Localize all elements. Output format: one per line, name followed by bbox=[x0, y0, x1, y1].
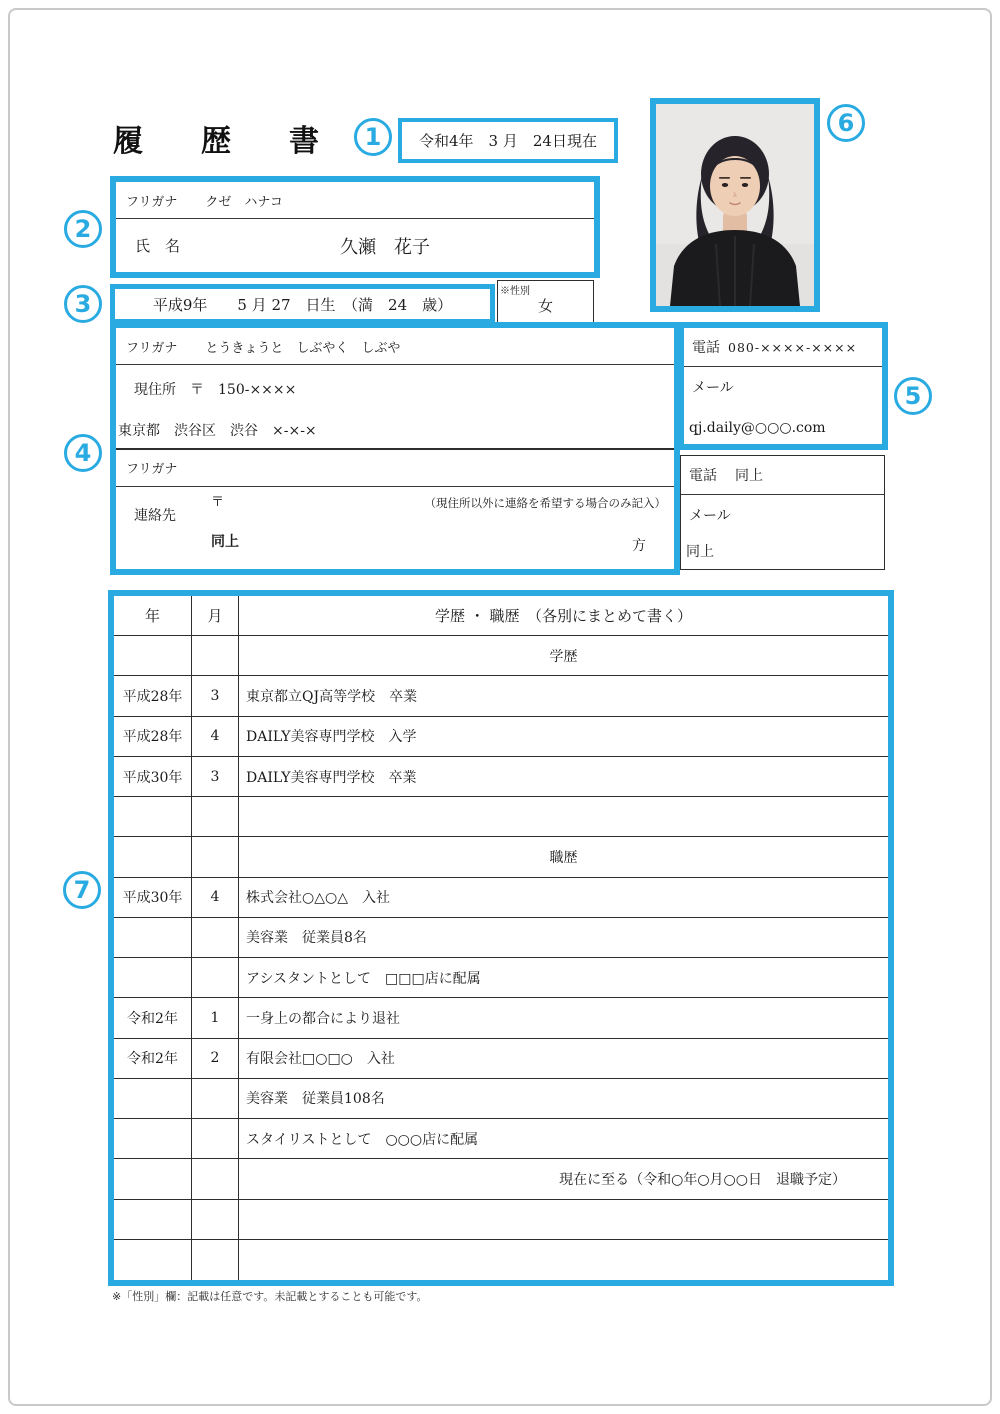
history-text-cell: 東京都立QJ高等学校 卒業 bbox=[239, 676, 888, 716]
history-text-cell: 美容業 従業員8名 bbox=[239, 918, 888, 958]
history-year-cell bbox=[114, 918, 192, 958]
name-value: 久瀬 花子 bbox=[340, 236, 431, 258]
history-month-cell bbox=[192, 837, 239, 877]
history-text-cell: 有限会社□○□○ 入社 bbox=[239, 1039, 888, 1079]
history-month-cell: 3 bbox=[192, 676, 239, 716]
contact-label: 連絡先 bbox=[134, 507, 176, 524]
history-year-cell: 平成28年 bbox=[114, 676, 192, 716]
current-address-cell bbox=[116, 365, 674, 448]
marker-6-label: 6 bbox=[837, 109, 855, 137]
contact-postal-mark: 〒 bbox=[211, 494, 225, 510]
document-title: 履 歴 書 bbox=[113, 124, 333, 159]
history-year-cell bbox=[114, 958, 192, 998]
marker-2-label: 2 bbox=[74, 215, 92, 243]
history-header-month: 月 bbox=[192, 596, 239, 636]
history-month-cell: 4 bbox=[192, 717, 239, 757]
history-year-cell: 平成30年 bbox=[114, 878, 192, 918]
history-year-cell bbox=[114, 636, 192, 676]
phone-primary-label: 電話 bbox=[692, 340, 720, 356]
history-text-cell: 美容業 従業員108名 bbox=[239, 1079, 888, 1119]
email-primary-label: メール bbox=[692, 380, 734, 396]
address-section bbox=[110, 322, 680, 575]
phone-secondary-row bbox=[681, 456, 884, 495]
annotation-marker-1 bbox=[354, 118, 392, 156]
applicant-photo bbox=[650, 98, 820, 312]
birthdate-box bbox=[110, 284, 495, 324]
history-year-cell bbox=[114, 1079, 192, 1119]
history-text-cell: DAILY美容専門学校 入学 bbox=[239, 717, 888, 757]
history-month-cell bbox=[192, 1159, 239, 1199]
gender-cell bbox=[497, 280, 594, 323]
phone-secondary-label: 電話 bbox=[689, 468, 717, 484]
marker-4-label: 4 bbox=[74, 439, 92, 467]
contact-note: （現住所以外に連絡を希望する場合のみ記入） bbox=[424, 495, 666, 510]
phone-email-secondary bbox=[680, 455, 885, 570]
history-year-cell bbox=[114, 1240, 192, 1280]
address-postal-line: 現住所 〒 150-×××× bbox=[134, 382, 297, 398]
history-year-cell bbox=[114, 1200, 192, 1240]
history-text-cell: 株式会社○△○△ 入社 bbox=[239, 878, 888, 918]
annotation-marker-2 bbox=[64, 210, 102, 248]
history-header-main: 学歴 ・ 職歴 （各別にまとめて書く） bbox=[239, 596, 888, 636]
history-text-cell bbox=[239, 1200, 888, 1240]
history-text-cell: 学歴 bbox=[239, 636, 888, 676]
history-month-cell: 3 bbox=[192, 757, 239, 797]
history-month-cell: 2 bbox=[192, 1039, 239, 1079]
phone-primary-value: 080-××××-×××× bbox=[728, 339, 858, 355]
history-year-cell: 令和2年 bbox=[114, 1039, 192, 1079]
birthdate-text: 平成9年 5 月 27 日生 （満 24 歳） bbox=[152, 295, 453, 314]
name-row bbox=[116, 219, 594, 272]
email-primary-cell bbox=[684, 367, 882, 444]
history-month-cell: 1 bbox=[192, 998, 239, 1038]
history-header-year: 年 bbox=[114, 596, 192, 636]
portrait-illustration-icon bbox=[656, 104, 814, 306]
history-table bbox=[108, 590, 894, 1286]
history-year-cell: 平成30年 bbox=[114, 757, 192, 797]
marker-7-label: 7 bbox=[73, 876, 91, 904]
history-text-cell: スタイリストとして ○○○店に配属 bbox=[239, 1119, 888, 1159]
history-month-cell bbox=[192, 958, 239, 998]
history-month-cell bbox=[192, 1119, 239, 1159]
history-year-cell: 令和2年 bbox=[114, 998, 192, 1038]
history-text-cell: 現在に至る（令和○年○月○○日 退職予定） bbox=[239, 1159, 888, 1199]
history-text-cell: アシスタントとして □□□店に配属 bbox=[239, 958, 888, 998]
phone-secondary-value: 同上 bbox=[735, 468, 763, 484]
phone-email-primary bbox=[678, 322, 888, 450]
contact-value: 同上 bbox=[211, 534, 239, 550]
history-month-cell bbox=[192, 1200, 239, 1240]
history-month-cell: 4 bbox=[192, 878, 239, 918]
annotation-marker-5 bbox=[894, 377, 932, 415]
gender-value: 女 bbox=[537, 297, 553, 315]
email-primary-value: qj.daily@○○○.com bbox=[689, 420, 826, 436]
history-month-cell bbox=[192, 918, 239, 958]
phone-primary-row bbox=[684, 328, 882, 367]
history-text-cell bbox=[239, 797, 888, 837]
contact-address-cell bbox=[116, 487, 674, 570]
address-value: 東京都 渋谷区 渋谷 ×-×-× bbox=[118, 422, 317, 439]
history-month-cell bbox=[192, 1240, 239, 1280]
address-furigana-row bbox=[116, 328, 674, 365]
name-label: 氏 名 bbox=[135, 237, 181, 255]
history-text-cell: 職歴 bbox=[239, 837, 888, 877]
history-year-cell bbox=[114, 1159, 192, 1199]
contact-furigana-label: フリガナ bbox=[126, 462, 178, 477]
contact-furigana-row bbox=[116, 450, 674, 487]
history-year-cell bbox=[114, 797, 192, 837]
history-year-cell: 平成28年 bbox=[114, 717, 192, 757]
name-furigana-row bbox=[116, 182, 594, 219]
email-secondary-cell bbox=[681, 495, 884, 569]
history-month-cell bbox=[192, 797, 239, 837]
history-month-cell bbox=[192, 1079, 239, 1119]
name-section bbox=[110, 176, 600, 278]
marker-5-label: 5 bbox=[904, 382, 922, 410]
contact-kata-suffix: 方 bbox=[632, 538, 646, 554]
annotation-marker-4 bbox=[64, 434, 102, 472]
history-year-cell bbox=[114, 837, 192, 877]
history-text-cell: DAILY美容専門学校 卒業 bbox=[239, 757, 888, 797]
history-year-cell bbox=[114, 1119, 192, 1159]
name-furigana-label: フリガナ bbox=[126, 194, 178, 210]
history-month-cell bbox=[192, 636, 239, 676]
email-secondary-value: 同上 bbox=[686, 544, 714, 560]
address-furigana-label: フリガナ bbox=[126, 340, 178, 356]
annotation-marker-3 bbox=[64, 285, 102, 323]
name-furigana-value: クゼ ハナコ bbox=[205, 194, 283, 210]
gender-label: ※性別 bbox=[500, 286, 530, 297]
marker-3-label: 3 bbox=[74, 290, 92, 318]
address-furigana-value: とうきょうと しぶやく しぶや bbox=[205, 340, 401, 356]
marker-1-label: 1 bbox=[364, 123, 382, 151]
current-date-box bbox=[398, 118, 618, 163]
current-date-text: 令和4年 3 月 24日現在 bbox=[419, 132, 597, 150]
history-text-cell: 一身上の都合により退社 bbox=[239, 998, 888, 1038]
history-text-cell bbox=[239, 1240, 888, 1280]
annotation-marker-6 bbox=[827, 104, 865, 142]
gender-footnote: ※「性別」欄：記載は任意です。未記載とすることも可能です。 bbox=[112, 1290, 428, 1303]
email-secondary-label: メール bbox=[689, 508, 731, 524]
annotation-marker-7 bbox=[63, 871, 101, 909]
